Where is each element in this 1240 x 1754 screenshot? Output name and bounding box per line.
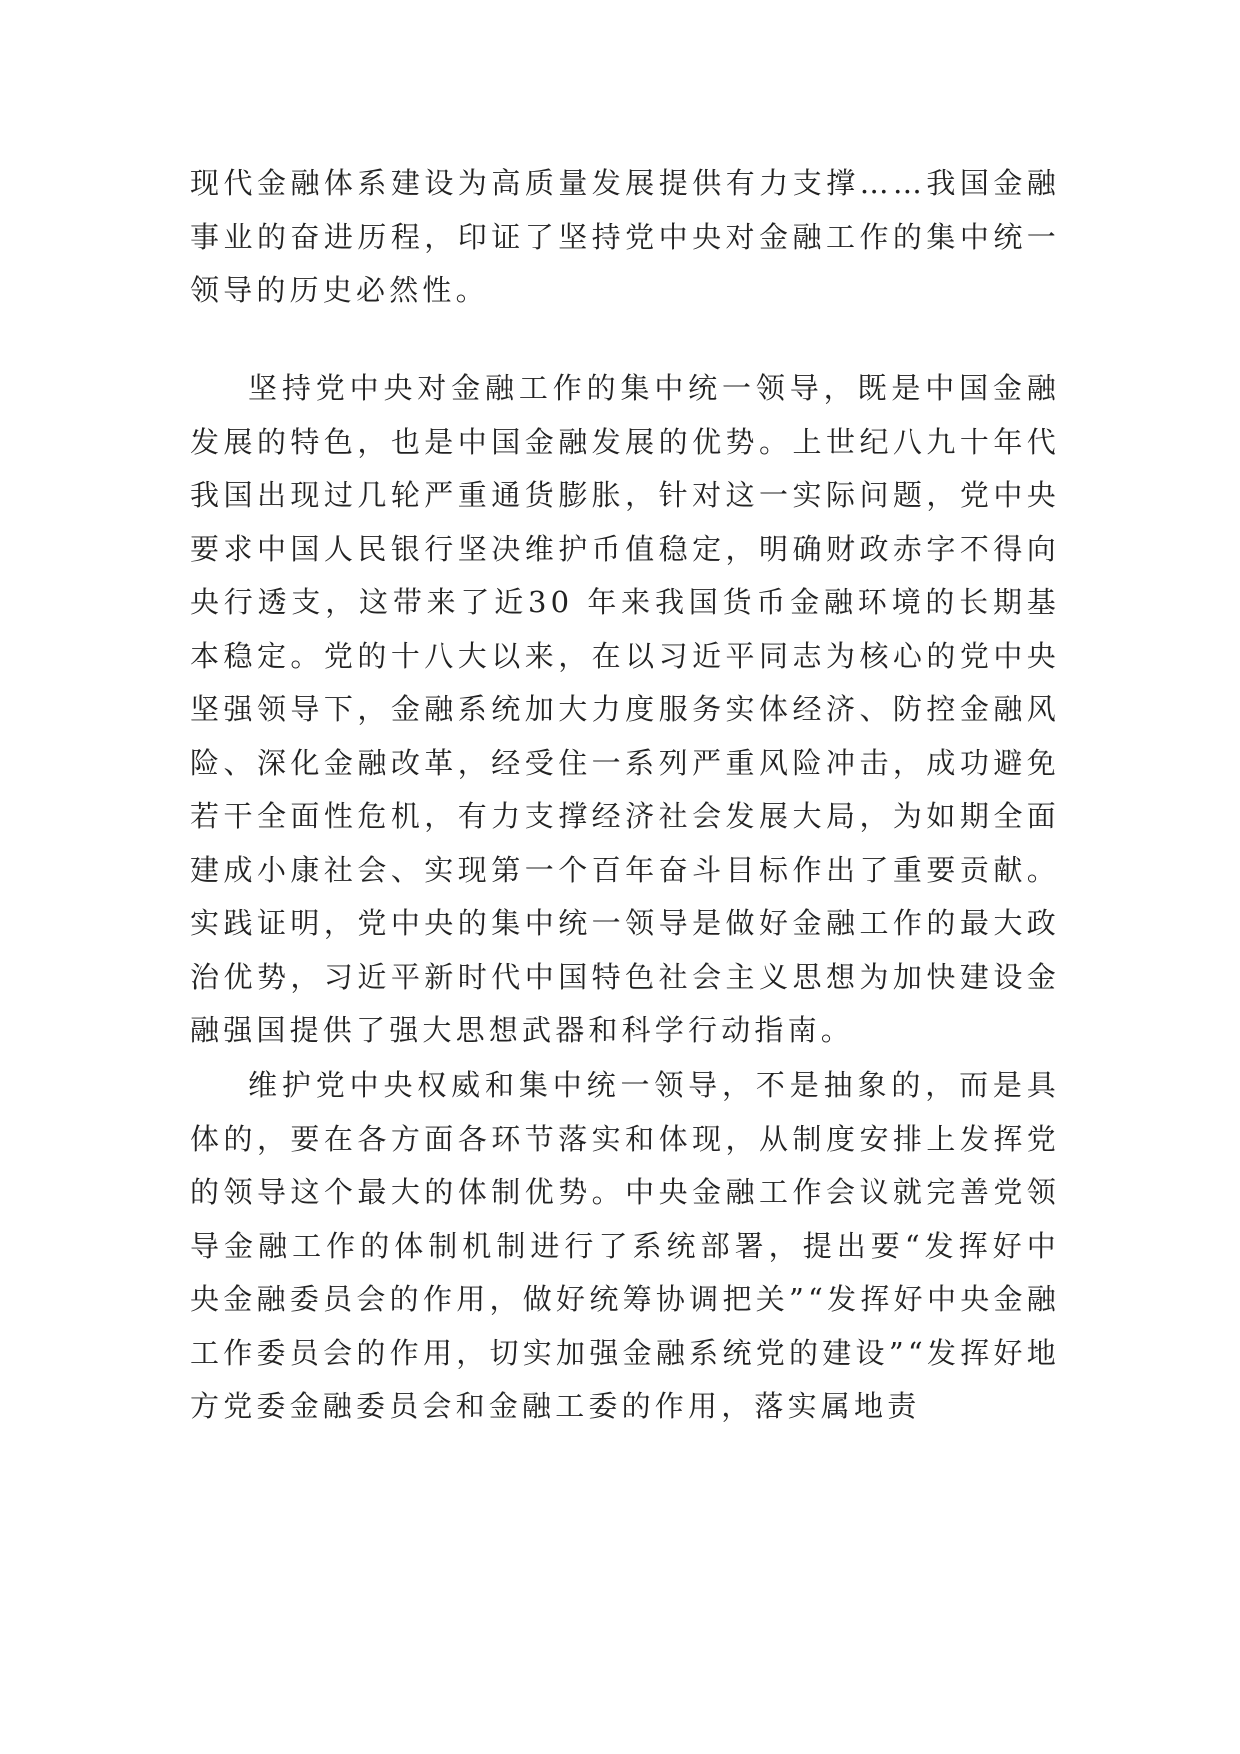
paragraph-2-text: 坚持党中央对金融工作的集中统一领导，既是中国金融发展的特色，也是中国金融发展的优势。上世纪八九十年代我国出现过几轮严重通货膨胀，针对这一实际问题，党中央要求中国人民银行坚决维护币值稳定，明确财政赤字不得向央行透支，这带来了近30 年来我国货币金融环境的长期基本稳定。党的十八大以来，在以习近平同志为核心的党中央坚强领导下，金融系统加大力度服务实体经济、防控金融风险、深化金融改革，经受住一系列严重风险冲击，成功避免若干全面性危机，有力支撑经济社会发展大局，为如期全面建成小康社会、实现第一个百年奋斗目标作出了重要贡献。实践证明，党中央的集中统一领导是做好金融工作的最大政治优势，习近平新时代中国特色社会主义思想为加快建设金融强国提供了强大思想武器和科学行动指南。 xyxy=(190,371,1060,1047)
paragraph-1-text: 现代金融体系建设为高质量发展提供有力支撑……我国金融事业的奋进历程，印证了坚持党中央对金融工作的集中统一领导的历史必然性。 xyxy=(190,166,1060,307)
paragraph-3-text: 维护党中央权威和集中统一领导，不是抽象的，而是具体的，要在各方面各环节落实和体现，从制度安排上发挥党的领导这个最大的体制优势。中央金融工作会议就完善党领导金融工作的体制机制进行了系统部署，提出要“发挥好中央金融委员会的作用，做好统筹协调把关”“发挥好中央金融工作委员会的作用，切实加强金融系统党的建设”“发挥好地方党委金融委员会和金融工委的作用，落实属地责 xyxy=(190,1068,1060,1423)
paragraph-institutional-arrangement xyxy=(190,1059,1060,1434)
paragraph-leadership-advantage xyxy=(190,362,1060,1058)
paragraph-continuation xyxy=(190,157,1060,318)
